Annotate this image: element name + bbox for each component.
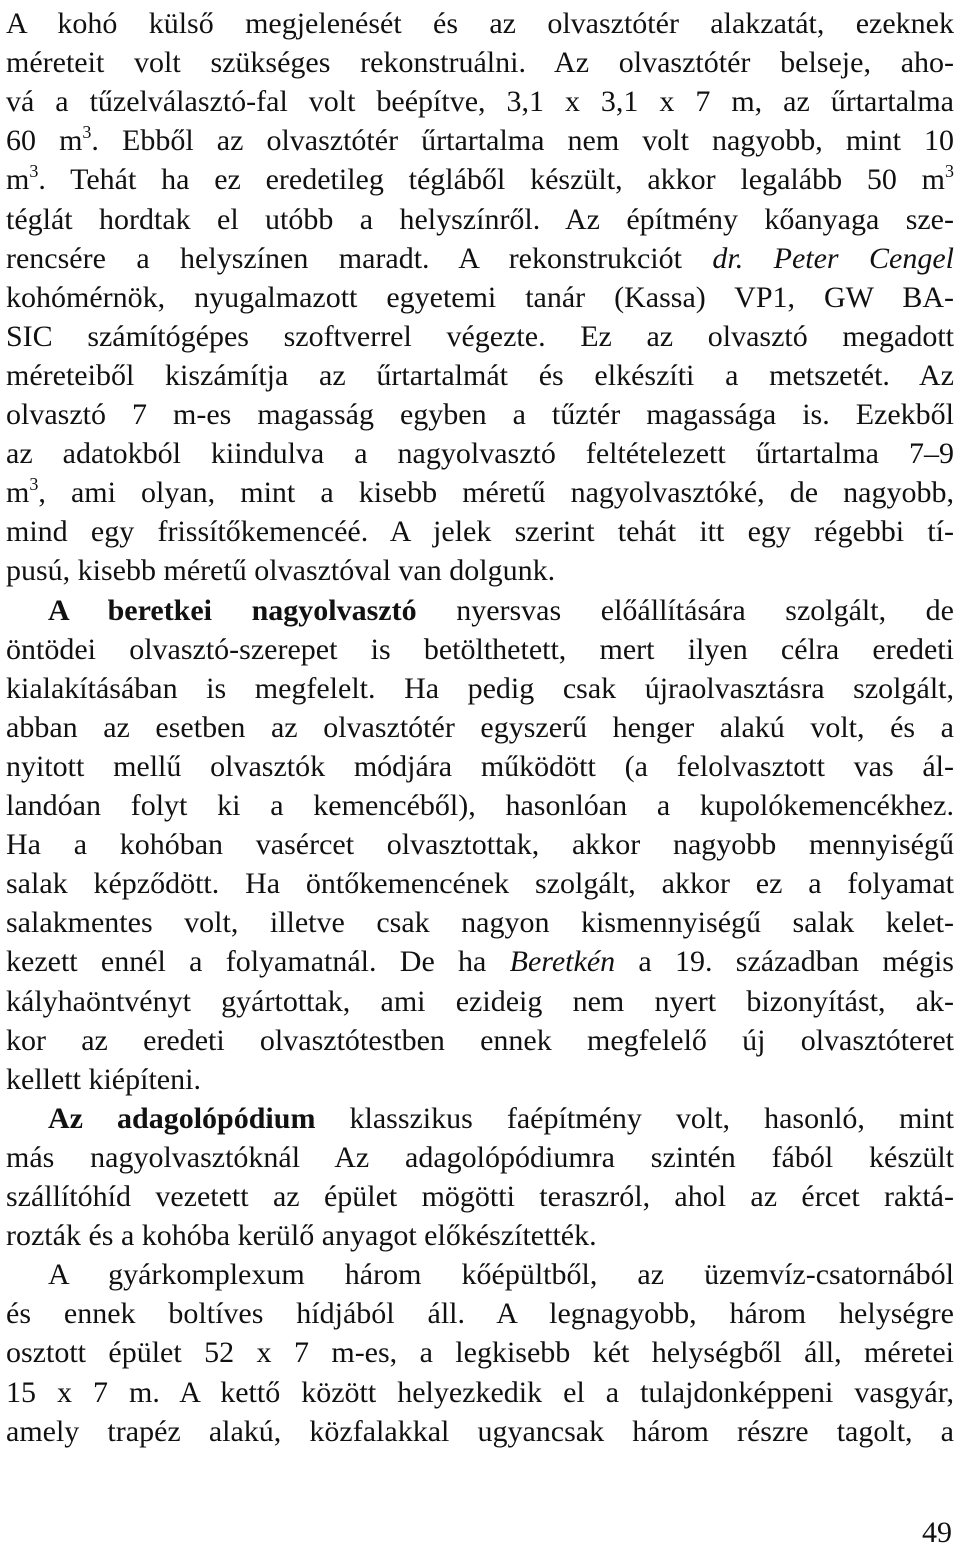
text-segment: . Tehát ha ez eredetileg tégláből készült, akkor legalább 50 m (38, 163, 945, 197)
text-line (6, 317, 954, 356)
text-line (6, 903, 954, 942)
text-line (6, 1333, 954, 1372)
text-segment: m (6, 476, 30, 510)
text-line (48, 1099, 954, 1138)
text-segment: , ami olyan, mint a kisebb méretű nagyolvasztóké, de nagyobb, (38, 476, 954, 510)
text-line (6, 356, 954, 395)
page-number: 49 (922, 1516, 952, 1549)
text-segment: nyitott mellű olvasztók módjára működött (a felolvasztott vas ál- (6, 749, 954, 783)
bold-text: A beretkei nagyolvasztó (48, 593, 417, 627)
text-line (6, 630, 954, 669)
text-segment: amely trapéz alakú, közfalakkal ugyancsak három részre tagolt, a (6, 1414, 954, 1448)
text-segment: kor az eredeti olvasztótestben ennek megfelelő új olvasztóteret (6, 1023, 954, 1057)
text-segment: vá a tűzelválasztó-fal volt beépítve, 3,1 x 3,1 x 7 m, az űrtartalma (6, 85, 954, 119)
text-line (6, 1138, 954, 1177)
text-line (6, 278, 954, 317)
text-segment: az adatokból kiindulva a nagyolvasztó feltételezett űrtartalma 7–9 (6, 437, 954, 471)
text-segment: rozták és a kohóba kerülő anyagot előkészítették. (6, 1219, 597, 1253)
text-segment: a 19. században mégis (615, 945, 954, 979)
superscript: 3 (29, 161, 39, 182)
text-segment: osztott épület 52 x 7 m-es, a legkisebb két helységből áll, méretei (6, 1336, 954, 1370)
text-segment: pusú, kisebb méretű olvasztóval van dolgunk. (6, 554, 556, 588)
text-segment: és ennek boltíves hídjából áll. A legnagyobb, három helységre (6, 1297, 954, 1331)
text-line (6, 43, 954, 82)
text-segment: . Ebből az olvasztótér űrtartalma nem volt nagyobb, mint 10 (91, 124, 954, 158)
text-line (6, 669, 954, 708)
text-segment: 15 x 7 m. A kettő között helyezkedik el a tulajdonképpeni vasgyár, (6, 1375, 954, 1409)
text-line (6, 708, 954, 747)
text-line (6, 551, 954, 590)
italic-text: Beretkén (509, 945, 616, 979)
text-line (6, 1216, 954, 1255)
text-segment: mind egy frissítőkemencéé. A jelek szerint tehát itt egy régebbi tí- (6, 515, 954, 549)
text-line (6, 1177, 954, 1216)
text-segment: 60 m (6, 124, 83, 158)
text-segment: salakmentes volt, illetve csak nagyon kismennyiségű salak kelet- (6, 906, 954, 940)
text-segment: nyersvas előállítására szolgált, de (416, 593, 954, 627)
text-line (6, 121, 954, 160)
text-segment: klasszikus faépítmény volt, hasonló, mint (315, 1101, 954, 1135)
text-line (6, 82, 954, 121)
superscript: 3 (945, 161, 954, 182)
text-segment: olvasztó 7 m-es magasság egyben a tűztér magassága is. Ezekből (6, 398, 954, 431)
text-segment: SIC számítógépes szoftverrel végezte. Ez az olvasztó megadott (6, 319, 954, 353)
text-segment: kályhaöntvényt gyártottak, ami ezideig nem nyert bizonyítást, ak- (6, 984, 954, 1018)
text-line (48, 591, 954, 630)
text-line (48, 1255, 954, 1294)
text-line (6, 1412, 954, 1451)
text-segment: kellett kiépíteni. (6, 1062, 201, 1096)
text-segment: kialakításában is megfelelt. Ha pedig csak újraolvasztásra szolgált, (6, 671, 954, 705)
text-line (6, 864, 954, 903)
italic-text: dr. Peter Cengel (712, 241, 954, 275)
text-segment: rencsére a helyszínen maradt. A rekonstrukciót (6, 241, 713, 275)
text-segment: abban az esetben az olvasztótér egyszerű henger alakú volt, és a (6, 710, 954, 744)
text-segment: landóan folyt ki a kemencéből), hasonlóan a kupolókemencékhez. (6, 789, 954, 822)
text-line (6, 1373, 954, 1412)
text-segment: A gyárkomplexum három kőépültből, az üzemvíz-csatornából (48, 1258, 954, 1292)
text-segment: kezett ennél a folyamatnál. De ha (6, 945, 510, 979)
text-segment: más nagyolvasztóknál Az adagolópódiumra szintén fából készült (6, 1140, 954, 1174)
text-line (6, 434, 954, 473)
bold-text: Az adagolópódium (48, 1101, 316, 1135)
text-segment: salak képződött. Ha öntőkemencének szolgált, akkor ez a folyamat (6, 867, 954, 901)
text-segment: szállítóhíd vezetett az épület mögötti teraszról, ahol az ércet raktá- (6, 1180, 954, 1213)
text-line (6, 982, 954, 1021)
text-line (6, 239, 954, 278)
text-line (6, 1294, 954, 1333)
text-line (6, 825, 954, 864)
text-segment: téglát hordtak el utóbb a helyszínről. Az építmény kőanyaga sze- (6, 202, 954, 236)
text-line (6, 200, 954, 239)
text-line (6, 1021, 954, 1060)
superscript: 3 (29, 474, 39, 495)
superscript: 3 (82, 122, 92, 143)
text-line (6, 747, 954, 786)
text-segment: méreteit volt szükséges rekonstruálni. Az olvasztótér belseje, aho- (6, 46, 954, 80)
text-line (6, 395, 954, 434)
text-line (6, 512, 954, 551)
text-segment: Ha a kohóban vasércet olvasztottak, akkor nagyobb mennyiségű (6, 828, 954, 862)
text-segment: m (6, 163, 30, 197)
text-line (6, 786, 954, 825)
text-line (6, 1060, 954, 1099)
text-line (6, 473, 954, 512)
text-line (6, 160, 954, 199)
text-line (6, 4, 954, 43)
text-line (6, 942, 954, 981)
text-segment: öntödei olvasztó-szerepet is betölthetett, mert ilyen célra eredeti (6, 632, 954, 666)
text-segment: méreteiből kiszámítja az űrtartalmát és elkészíti a metszetét. Az (6, 358, 954, 392)
text-segment: kohómérnök, nyugalmazott egyetemi tanár (Kassa) VP1, GW BA- (6, 280, 954, 314)
text-segment: A kohó külső megjelenését és az olvasztótér alakzatát, ezeknek (6, 7, 954, 40)
